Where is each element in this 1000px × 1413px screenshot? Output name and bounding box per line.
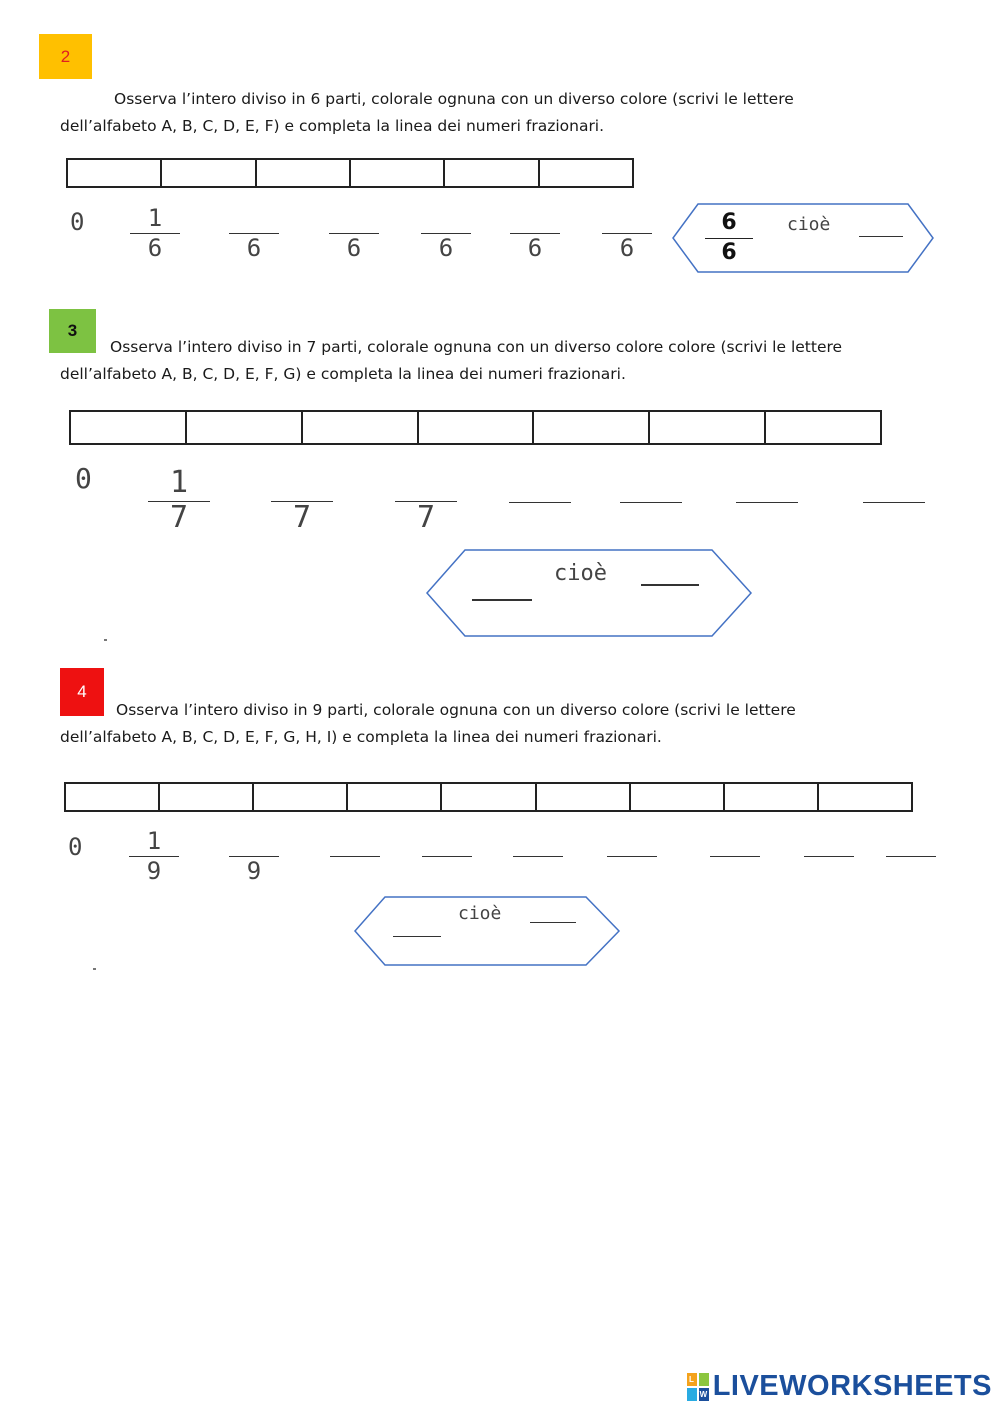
numerator-input[interactable]: [271, 465, 333, 501]
bar-part[interactable]: [650, 412, 766, 443]
fraction-blank-line[interactable]: [804, 856, 854, 857]
whole-bar-6-parts: [66, 158, 634, 188]
bar-part[interactable]: [534, 412, 650, 443]
answer-blank[interactable]: [530, 922, 576, 923]
bar-part[interactable]: [160, 784, 254, 810]
fraction-blank-line[interactable]: [330, 856, 380, 857]
fraction-blank: [229, 203, 279, 262]
bar-part[interactable]: [254, 784, 348, 810]
fraction-blank-line[interactable]: [863, 502, 925, 503]
bar-part[interactable]: [419, 412, 535, 443]
fraction-blank-line[interactable]: [620, 502, 682, 503]
liveworksheets-logo-icon: [687, 1373, 709, 1401]
exercise-number: 2: [60, 46, 71, 66]
logo-mark-block: [699, 1373, 709, 1386]
answer-blank[interactable]: [641, 584, 699, 586]
fraction-blank-line[interactable]: [513, 856, 563, 857]
numerator-input[interactable]: [229, 203, 279, 233]
fraction-blank-line[interactable]: [736, 502, 798, 503]
bar-part[interactable]: [71, 412, 187, 443]
numerator-input[interactable]: [602, 203, 652, 233]
denominator: 9: [146, 857, 162, 885]
answer-denominator: 6: [721, 240, 737, 265]
fraction-blank: [510, 203, 560, 262]
bar-part[interactable]: [187, 412, 303, 443]
numerator-input[interactable]: [510, 203, 560, 233]
numerator-input[interactable]: [329, 203, 379, 233]
liveworksheets-logo: [687, 1370, 992, 1403]
instruction-text: [60, 697, 796, 751]
instruction-text: [60, 334, 842, 388]
fraction-1-6: [130, 203, 180, 262]
fraction-blank-line[interactable]: [710, 856, 760, 857]
logo-text: LIVEWORKSHEETS: [712, 1370, 992, 1402]
stray-mark: [93, 968, 96, 970]
instruction-line-2: dell’alfabeto A, B, C, D, E, F, G) e completa la linea dei numeri frazionari.: [60, 365, 626, 383]
fraction-blank-line[interactable]: [607, 856, 657, 857]
bar-part[interactable]: [819, 784, 911, 810]
bar-part[interactable]: [162, 160, 256, 186]
zero-label: 0: [68, 833, 83, 861]
bar-part[interactable]: [445, 160, 539, 186]
fraction-blank: [271, 465, 333, 534]
instruction-line-1: Osserva l’intero diviso in 7 parti, colorale ognuna con un diverso colore colore (scrivi le lettere: [110, 338, 843, 356]
fraction-blank-line[interactable]: [422, 856, 472, 857]
instruction-text: [60, 86, 794, 140]
logo-mark-letter: W: [699, 1389, 708, 1399]
numerator-input[interactable]: [395, 465, 457, 501]
logo-mark-block: [687, 1388, 697, 1401]
denominator: 9: [246, 857, 262, 885]
numerator-input[interactable]: [421, 203, 471, 233]
whole-bar-9-parts: [64, 782, 913, 812]
logo-mark-letter: L: [687, 1373, 697, 1386]
bar-part[interactable]: [537, 784, 631, 810]
answer-blank[interactable]: [393, 936, 441, 937]
denominator: 6: [346, 234, 362, 262]
exercise-badge-2: [39, 34, 92, 79]
fraction-blank: [229, 826, 279, 885]
bar-part[interactable]: [631, 784, 725, 810]
denominator: 7: [292, 500, 312, 535]
numerator: 1: [146, 827, 162, 855]
denominator: 6: [527, 234, 543, 262]
denominator: 7: [169, 500, 189, 535]
numerator-input[interactable]: [229, 826, 279, 856]
answer-numerator: 6: [721, 210, 737, 235]
fraction-blank: [329, 203, 379, 262]
stray-mark: [104, 639, 107, 641]
fraction-blank-line[interactable]: [886, 856, 936, 857]
fraction-1-9: [129, 826, 179, 885]
denominator: 6: [619, 234, 635, 262]
bar-part[interactable]: [348, 784, 442, 810]
fraction-blank: [395, 465, 457, 534]
denominator: 6: [438, 234, 454, 262]
answer-fraction: [705, 208, 753, 267]
instruction-line-1: Osserva l’intero diviso in 9 parti, colorale ognuna con un diverso colore (scrivi le lettere: [116, 701, 796, 719]
numerator: 1: [147, 204, 163, 232]
cioe-label: cioè: [458, 903, 502, 924]
bar-part[interactable]: [766, 412, 880, 443]
cioe-label: cioè: [554, 561, 607, 586]
denominator: 6: [246, 234, 262, 262]
whole-bar-7-parts: [69, 410, 882, 445]
bar-part[interactable]: [303, 412, 419, 443]
bar-part[interactable]: [257, 160, 351, 186]
fraction-1-7: [148, 465, 210, 534]
bar-part[interactable]: [351, 160, 445, 186]
zero-label: 0: [75, 462, 92, 495]
numerator: 1: [169, 465, 189, 500]
denominator: 6: [147, 234, 163, 262]
cioe-label: cioè: [787, 214, 831, 235]
bar-part[interactable]: [68, 160, 162, 186]
zero-label: 0: [70, 208, 85, 236]
instruction-line-2: dell’alfabeto A, B, C, D, E, F, G, H, I) e completa la linea dei numeri frazionari.: [60, 728, 662, 746]
bar-part[interactable]: [442, 784, 536, 810]
answer-blank[interactable]: [472, 599, 532, 601]
exercise-number: 3: [67, 321, 78, 340]
instruction-line-1: Osserva l’intero diviso in 6 parti, colorale ognuna con un diverso colore (scrivi le lettere: [114, 90, 794, 108]
bar-part[interactable]: [725, 784, 819, 810]
instruction-line-2: dell’alfabeto A, B, C, D, E, F) e completa la linea dei numeri frazionari.: [60, 117, 605, 135]
exercise-number: 4: [77, 682, 87, 701]
bar-part[interactable]: [66, 784, 160, 810]
bar-part[interactable]: [540, 160, 632, 186]
answer-blank[interactable]: [859, 236, 903, 237]
fraction-blank: [421, 203, 471, 262]
fraction-blank-line[interactable]: [509, 502, 571, 503]
denominator: 7: [416, 500, 436, 535]
fraction-blank: [602, 203, 652, 262]
